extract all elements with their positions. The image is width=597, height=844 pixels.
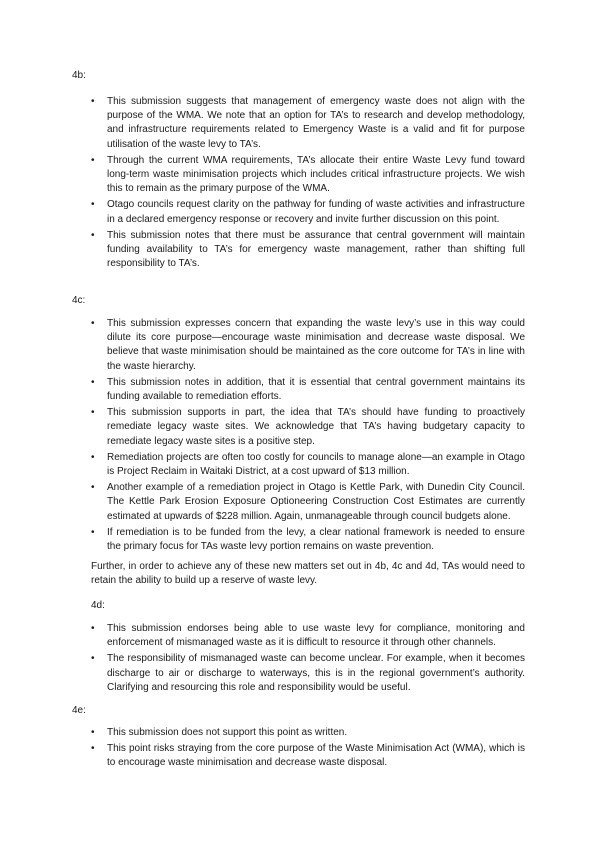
bullet-icon: • bbox=[91, 318, 95, 329]
list-item: • If remediation is to be funded from the levy, a clear national framework is needed to ensure the primary focus for TAs waste levy portion remains on waste prevention. bbox=[91, 526, 525, 553]
list-item: • This submission notes that there must be assurance that central government will maintain funding availability to TA’s for emergency waste management, rather than shifting full responsibility to TA’s. bbox=[91, 229, 525, 270]
bullet-icon: • bbox=[91, 229, 95, 241]
section-label-4c: 4c: bbox=[72, 295, 86, 306]
further-paragraph: Further, in order to achieve any of these new matters set out in 4b, 4c and 4d, TAs would need to retain the ability to build up a reserve of waste levy. bbox=[91, 561, 525, 587]
section-label-4e: 4e: bbox=[72, 705, 86, 716]
bullet-icon: • bbox=[91, 727, 95, 738]
list-item: • This submission expresses concern that expanding the waste levy’s use in this way could dilute its core purpose—encourage waste minimisation and decrease waste disposal. We believe that waste minimisation should be maintained as the core outcome for TA’s in line with the waste hierarchy. bbox=[91, 318, 525, 372]
list-item: • This submission endorses being able to use waste levy for compliance, monitoring and enforcement of mismanaged waste as it is difficult to resource it through other channels. bbox=[91, 623, 525, 649]
list-item: • This submission does not support this point as written. bbox=[91, 726, 525, 740]
bullet-list-4b bbox=[91, 95, 525, 273]
list-item: • Another example of a remediation project in Otago is Kettle Park, with Dunedin City Council. The Kettle Park Erosion Exposure Optioneering Construction Cost Estimates are currently estimated at upwards of $228 million. Again, unmanageable through council budgets alone. bbox=[91, 482, 525, 522]
bullet-icon: • bbox=[91, 376, 95, 388]
list-item: • The responsibility of mismanaged waste can become unclear. For example, when it becomes discharge to air or discharge to waterways, this is in the regional government’s authority. Clarifying and resourcing this role and responsibility would be useful. bbox=[91, 653, 525, 693]
section-label-4d: 4d: bbox=[91, 600, 105, 611]
bullet-icon: • bbox=[91, 199, 95, 211]
bullet-icon: • bbox=[91, 482, 95, 494]
bullet-icon: • bbox=[91, 653, 95, 665]
bullet-list-4c bbox=[91, 317, 525, 556]
list-item: • This submission notes in addition, that it is essential that central government maintains its funding available to remediation efforts. bbox=[91, 376, 525, 403]
list-item: • Otago councils request clarity on the pathway for funding of waste activities and infrastructure in a declared emergency response or recovery and invite further discussion on this point. bbox=[91, 199, 525, 225]
bullet-icon: • bbox=[91, 623, 95, 634]
list-item: • This submission suggests that management of emergency waste does not align with the purpose of the WMA. We note that an option for TA’s to research and develop methodology, and infrastructure requirements related to Emergency Waste is a valid and fit for purpose utilisation of the waste levy to TA’s. bbox=[91, 96, 525, 150]
bullet-icon: • bbox=[91, 451, 95, 463]
bullet-icon: • bbox=[91, 407, 95, 419]
bullet-list-4e bbox=[91, 726, 525, 773]
list-item: • Remediation projects are often too costly for councils to manage alone—an example in Otago is Project Reclaim in Waitaki District, at a cost upward of $13 million. bbox=[91, 451, 525, 478]
bullet-list-4d bbox=[91, 622, 525, 697]
list-item: • This submission supports in part, the idea that TA’s should have funding to proactively remediate legacy waste sites. We acknowledge that TA’s having budgetary capacity to remediate legacy waste sites is a positive step. bbox=[91, 407, 525, 447]
bullet-icon: • bbox=[91, 743, 95, 755]
bullet-icon: • bbox=[91, 154, 95, 166]
list-item: • This point risks straying from the core purpose of the Waste Minimisation Act (WMA), which is to encourage waste minimisation and decrease waste disposal. bbox=[91, 743, 525, 769]
section-label-4b: 4b: bbox=[72, 70, 86, 81]
list-item: • Through the current WMA requirements, TA’s allocate their entire Waste Levy fund toward long-term waste minimisation projects which includes critical infrastructure projects. We wish this to remain as the primary purpose of the WMA. bbox=[91, 154, 525, 195]
bullet-icon: • bbox=[91, 96, 95, 107]
bullet-icon: • bbox=[91, 526, 95, 538]
